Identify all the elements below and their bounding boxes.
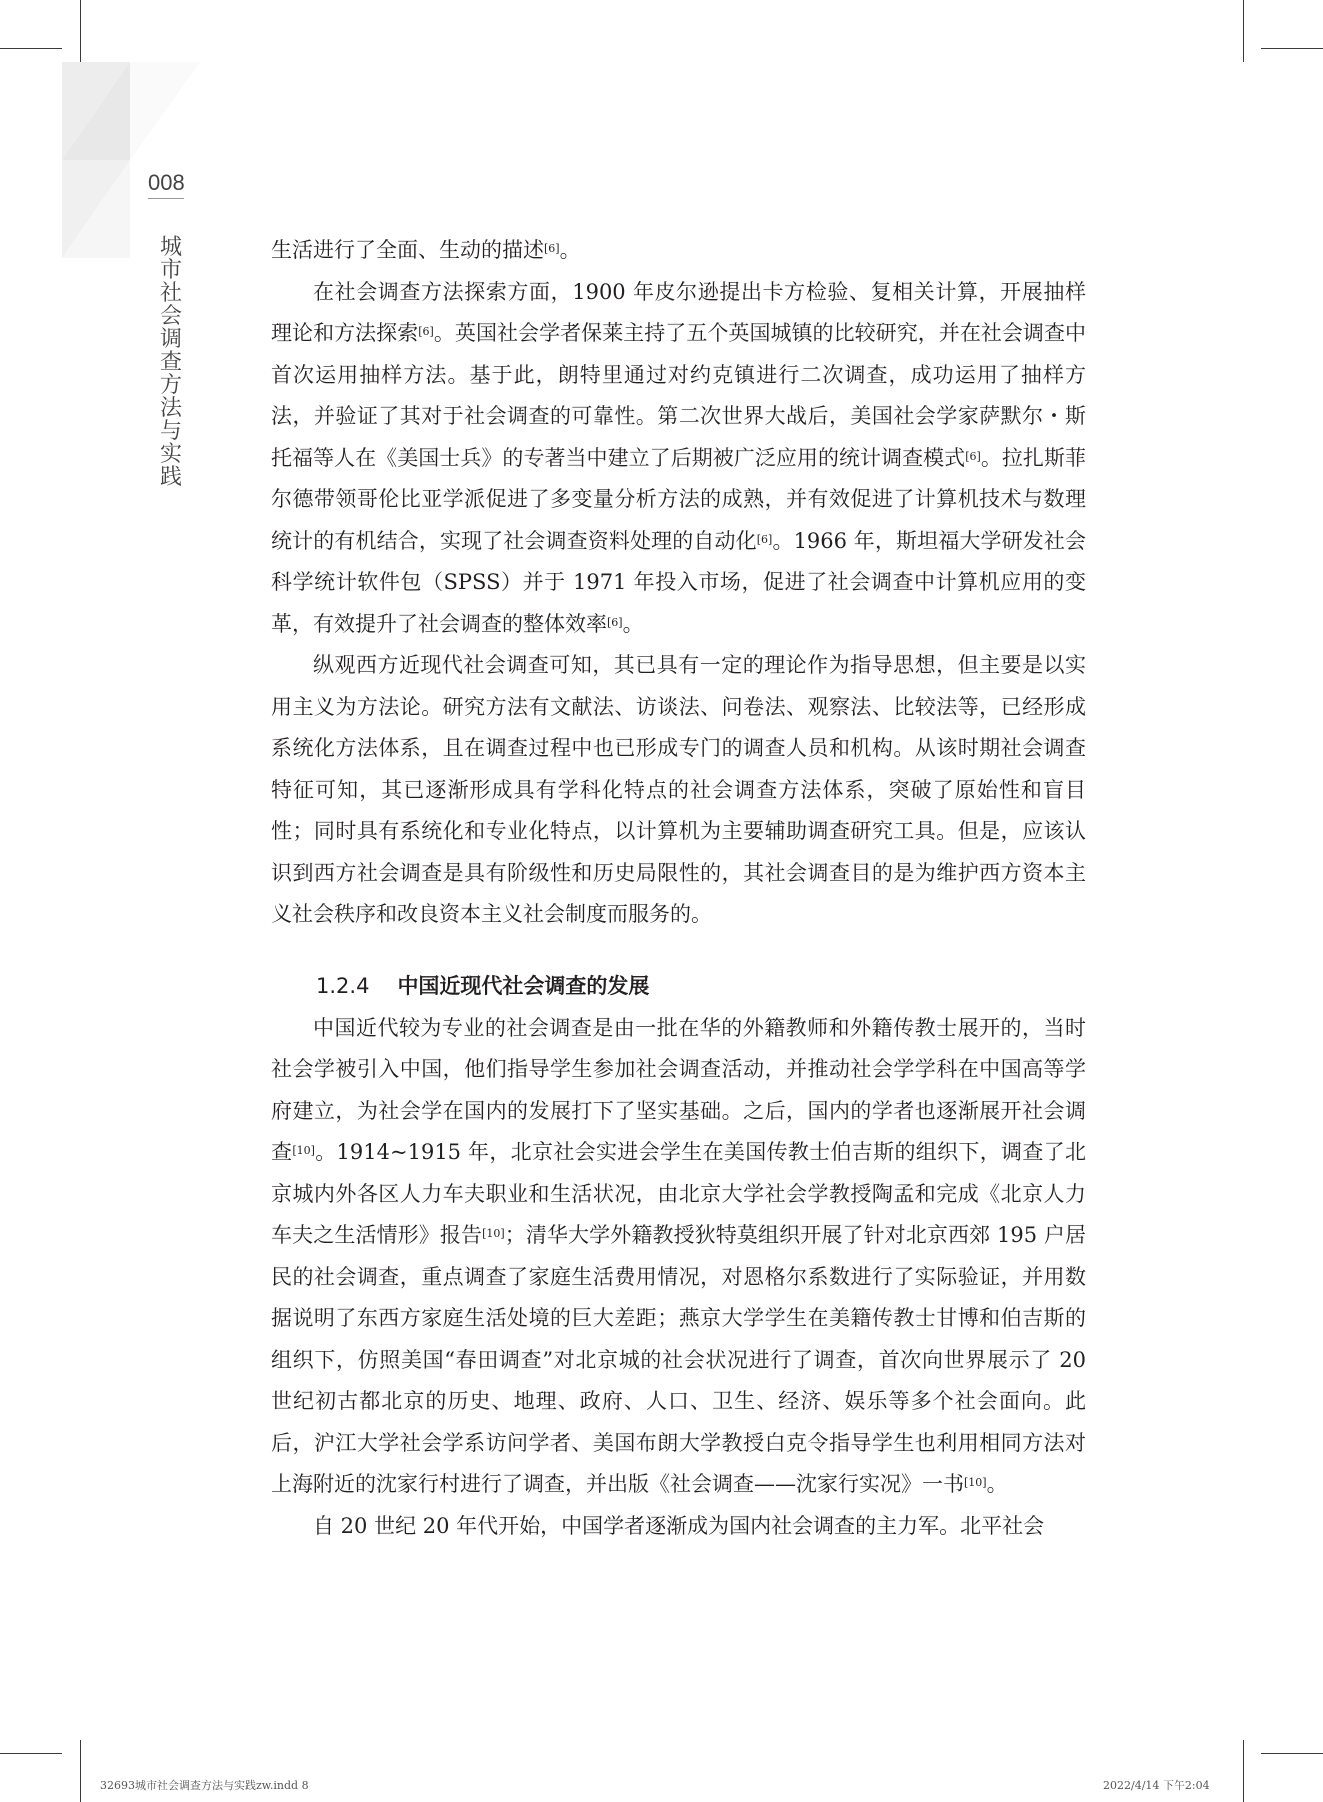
section-title: 中国近现代社会调查的发展 — [397, 973, 650, 998]
footer-file-name: 32693城市社会调查方法与实践zw.indd 8 — [100, 1779, 309, 1792]
paragraph: 纵观西方近现代社会调查可知，其已具有一定的理论作为指导思想，但主要是以实用主义为方法论。研究方法有文献法、访谈法、问卷法、观察法、比较法等，已经形成系统化方法体系，且在调查过程中也已形成专门的调查人员和机构。从该时期社会调查特征可知，其已逐渐形成具有学科化特点的社会调查方法体系，突破了原始性和盲目性；同时具有系统化和专业化特点，以计算机为主要辅助调查研究工具。但是，应该认识到西方社会调查是具有阶级性和历史局限性的，其社会调查目的是为维护西方资本主义社会秩序和改良资本主义社会制度而服务的。 — [271, 653, 1086, 926]
citation: [6] — [544, 242, 560, 255]
crop-mark — [1243, 0, 1244, 62]
crop-mark — [1243, 1740, 1244, 1802]
paragraph: 自 20 世纪 20 年代开始，中国学者逐渐成为国内社会调查的主力军。北平社会 — [313, 1513, 1045, 1538]
citation: [10] — [964, 1476, 987, 1489]
paragraph: 生活进行了全面、生动的描述[6]。 — [271, 238, 581, 262]
crop-mark — [80, 1740, 81, 1802]
running-head: 城市社会调查方法与实践 — [159, 235, 182, 490]
citation: [10] — [292, 1144, 315, 1157]
crop-mark — [0, 1753, 62, 1754]
section-number: 1.2.4 — [316, 973, 370, 998]
footer-timestamp: 2022/4/14 下午2:04 — [1103, 1779, 1210, 1792]
section-heading — [316, 964, 1086, 1008]
page-number: 008 — [148, 170, 185, 195]
body-text — [271, 230, 1086, 1547]
citation: [10] — [482, 1227, 505, 1240]
citation: [6] — [965, 449, 981, 463]
crop-mark — [1261, 1753, 1323, 1754]
paragraph: 中国近代较为专业的社会调查是由一批在华的外籍教师和外籍传教士展开的，当时社会学被引入中国，他们指导学生参加社会调查活动，并推动社会学学科在中国高等学府建立，为社会学在国内的发展打下了坚实基础。之后，国内的学者也逐渐展开社会调查[10]。1914~1915 年，北京社会实进会学生在美国传教士伯吉斯的组织下，调查了北京城内外各区人力车夫职业和生活状况，由北京大学社会学教授陶孟和完成《北京人力车夫之生活情形》报告[10]；清华大学外籍教授狄特莫组织开展了针对北京西郊 195 户居民的社会调查，重点调查了家庭生活费用情况，对恩格尔系数进行了实际验证，并用数据说明了东西方家庭生活处境的巨大差距；燕京大学学生在美籍传教士甘博和伯吉斯的组织下，仿照美国“春田调查”对北京城的社会状况进行了调查，首次向世界展示了 20 世纪初古都北京的历史、地理、政府、人口、卫生、经济、娱乐等多个社会面向。此后，沪江大学社会学系访问学者、美国布朗大学教授白克令指导学生也利用相同方法对上海附近的沈家行村进行了调查，并出版《社会调查——沈家行实况》一书[10]。 — [271, 1015, 1087, 1496]
citation: [6] — [756, 532, 773, 546]
citation: [6] — [607, 615, 623, 629]
citation: [6] — [418, 325, 434, 338]
page-number-rule — [148, 198, 184, 199]
crop-mark — [1261, 48, 1323, 49]
paragraph: 在社会调查方法探索方面，1900 年皮尔逊提出卡方检验、复相关计算，开展抽样理论和方法探索[6]。英国社会学者保莱主持了五个英国城镇的比较研究，并在社会调查中首次运用抽样方法。基于此，朗特里通过对约克镇进行二次调查，成功运用了抽样方法，并验证了其对于社会调查的可靠性。第二次世界大战后，美国社会学家萨默尔・斯托福等人在《美国士兵》的专著当中建立了后期被广泛应用的统计调查模式[6]。拉扎斯菲尔德带领哥伦比亚学派促进了多变量分析方法的成熟，并有效促进了计算机技术与数理统计的有机结合，实现了社会调查资料处理的自动化[6]。1966 年，斯坦福大学研发社会科学统计软件包（SPSS）并于 1971 年投入市场，促进了社会调查中计算机应用的变革，有效提升了社会调查的整体效率[6]。 — [271, 279, 1087, 636]
